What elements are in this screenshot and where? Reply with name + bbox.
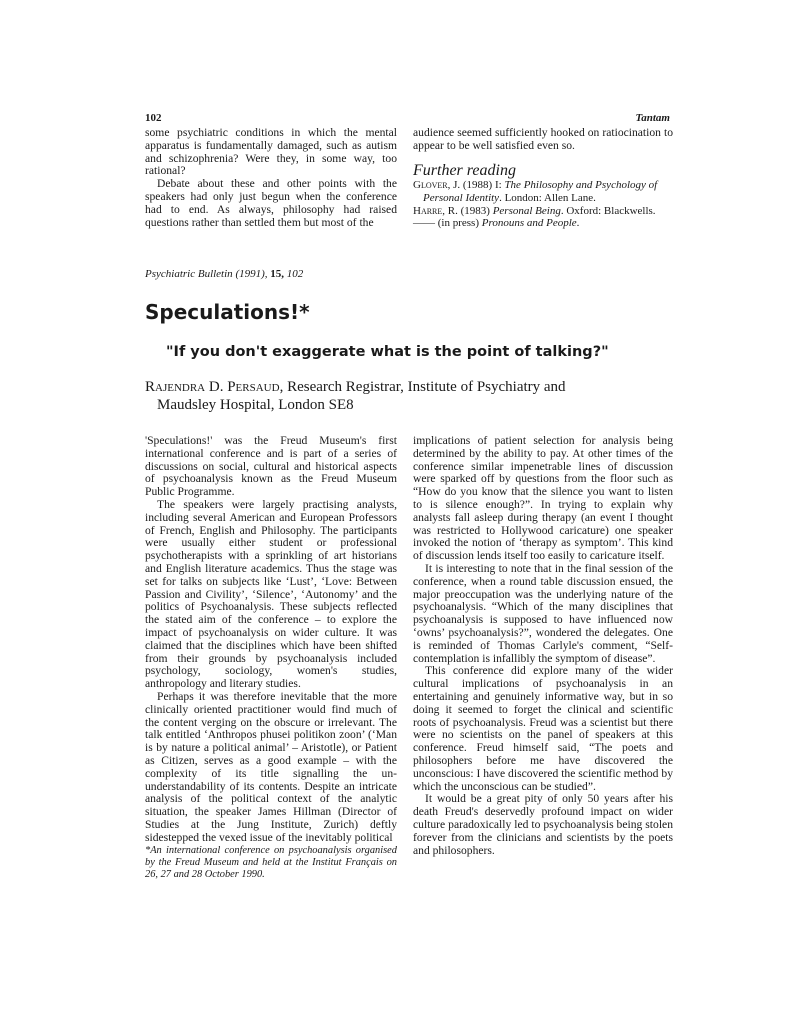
paragraph: This conference did explore many of the wider cultural implications of psychoanalysis in an entertaining and genuinely informative way, but in so doing it seemed to forget the clinical and scientific roots of psychoanalysis. Freud was a scientist but there were no scientists on the panel of speakers at this conference. Freud himself said, “The poets and philosophers before me have discovered the unconscious: I have discovered the scientific method by which the unconscious can be studied”.: [413, 664, 673, 793]
reference: —— (in press) Pronouns and People.: [413, 217, 580, 230]
reference: Glover, J. (1988) I: The Philosophy and Psychology of Personal Identity. London: Allen Lane.: [413, 179, 658, 204]
article-right-column: [413, 435, 673, 857]
paragraph: implications of patient selection for analysis being determined by the ability to pay. At other times of the conference similar impenetrable lines of discussion were sparked off by questions from the floor such as “How do you know that the silence you want to listen to is silence enough?”. In trying to explain why analysts fall asleep during therapy (an event I thought was restricted to Hollywood caricature) one speaker invoked the notion of ‘therapy as symptom’. This kind of discussion lends itself too easily to caricature itself.: [413, 434, 673, 563]
paragraph: Perhaps it was therefore inevitable that the more clinically oriented practitioner would find much of the content verging on the obscure or irrelevant. The talk entitled ‘Anthropos phusei politikon zoon’ (‘Man is by nature a political animal’ – Aristotle), or Patient as Citizen, serves as a good example – with the complexity of its title signalling the ununderstandability of its contents. Despite an intricate analysis of the political context of the analytic situation, the speaker James Hillman (Director of Studies at the Jung Institute, Zurich) deftly sidestepped the vexed issue of the inevitably political: [145, 689, 397, 844]
article-left-column: [145, 435, 397, 881]
previous-article-left-column: [145, 127, 397, 229]
paragraph: 'Speculations!' was the Freud Museum's first international conference and is part of a series of discussions on social, cultural and historical aspects of psychoanalysis known as the Freud Museum Public Programme.: [145, 434, 397, 499]
previous-article-right-column: [413, 127, 673, 230]
paragraph: It is interesting to note that in the final session of the conference, when a round table discussion ensued, the major preoccupation was the underlying nature of the psychoanalysis. “Which of the many disciplines that psychoanalysis is supposed to have influenced now ‘owns’ psychoanalysis?”, wondered the delegates. One is reminded of Thomas Carlyle's comment, “Self-contemplation is infallibly the symptom of disease”.: [413, 561, 673, 665]
paragraph: audience seemed sufficiently hooked on ratiocination to appear to be well satisfied even so.: [413, 126, 673, 152]
article-subtitle: "If you don't exaggerate what is the point of talking?": [166, 344, 609, 360]
running-head: Tantam: [635, 112, 670, 124]
page-number: 102: [145, 112, 162, 124]
further-reading-heading: Further reading: [413, 161, 516, 179]
author-byline: Rajendra D. Persaud, Research Registrar, Institute of Psychiatry and Maudsley Hospital, London SE8: [145, 379, 566, 413]
paragraph: The speakers were largely practising analysts, including several American and European Professors of French, English and Philosophy. The participants were usually either student or professional psychotherapists with a sprinkling of art historians and English literature academics. Thus the stage was set for talks on subjects like ‘Lust’, ‘Love: Between Passion and Civility’, ‘Silence’, ‘Autonomy’ and the politics of Psychoanalysis. These subjects reflected the stated aim of the conference – to explore the impact of psychoanalysis on wider culture. It was claimed that the disciplines which have been shifted from their grounds by psychoanalysis included psychology, sociology, women's studies, anthropology and literary studies.: [145, 497, 397, 691]
reference: Harre, R. (1983) Personal Being. Oxford: Blackwells.: [413, 204, 656, 217]
article-title: Speculations!*: [145, 300, 310, 324]
footnote: *An international conference on psychoanalysis organised by the Freud Museum and held at the Institut Français on 26, 27 and 28 October 1990.: [145, 844, 397, 880]
paragraph: Debate about these and other points with the speakers had only just begun when the conference had to end. As always, philosophy had raised questions rather than settled them but most of the: [145, 177, 397, 229]
paragraph: It would be a great pity of only 50 years after his death Freud's deservedly profound impact on wider culture paradoxically led to psychoanalysis being stolen forever from the clinicians and scientists by the poets and philosophers.: [413, 792, 673, 857]
paragraph: some psychiatric conditions in which the mental apparatus is fundamentally damaged, such as autism and schizophrenia? Were they, in some way, too rational?: [145, 126, 397, 178]
journal-citation: Psychiatric Bulletin (1991), 15, 102: [145, 268, 304, 280]
